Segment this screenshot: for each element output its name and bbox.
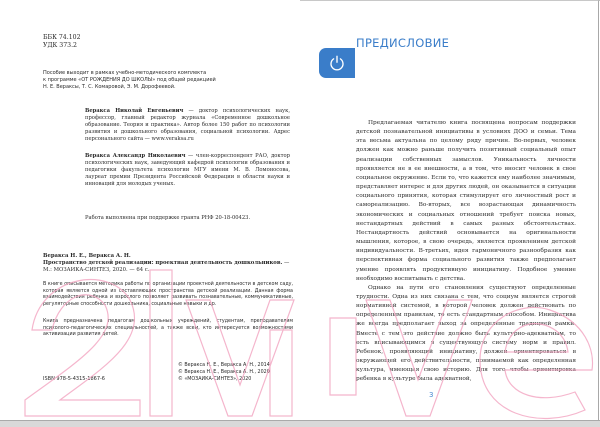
left-page xyxy=(0,0,300,420)
body-paragraph: Предлагаемая читателю книга посвящена вопросам поддержки детской познавательной инициативы в условиях ДОО и семьи. Тема эта весьма актуальна по целому ряду причин. Во-первых, человек должен как можно раньше получить позитивный социальный опыт реализации собственных замыслов. Уникальность личности проявляется не в ее внешности, а в том, что вносит человек в свое социальное окружение. Если то, что кажется ему наиболее значимым, представляет интерес и для других людей, он оказывается в ситуации социального принятия, которая стимулирует его личностный рост и самореализацию. Во-вторых, все возрастающая динамичность экономических и социальных отношений требует поиска новых, нестандартных действий в самых разных обстоятельствах. Нестандартность действий основывается на оригинальности мышления, которое, в свою очередь, является проявлением детской индивидуальности. В-третьих, идея гармоничного разнообразия как перспективная форма социального развития также предполагает умение проявлять продуктивную инициативу. Подобное умение необходимо воспитывать с детства. xyxy=(356,120,576,282)
author-bio xyxy=(85,108,290,143)
classification-codes xyxy=(43,34,81,50)
copyright-block xyxy=(178,363,270,383)
annotation-paragraph: В книге описывается методика работы по организации проектной деятельности в детском саду, которая является одной из составляющих пространства детской реализации. Данная форма взаимодействия ребенка и взрослого позволяет развивать познавательные, коммуникативные, регуляторные способности дошкольника, социальные навыки и др. xyxy=(43,282,293,307)
author-name: Веракса Николай Евгеньевич xyxy=(85,108,184,114)
chapter-icon-tab xyxy=(319,48,355,78)
series-note-line: Н. Е. Вераксы, Т. С. Комаровой, Э. М. Дорофеевой. xyxy=(43,84,176,90)
body-paragraph: Однако на пути его становления существуют определенные трудности. Одна из них связана с тем, что социум является строгой нормативной системой, в которой человек должен действовать по определенным правилам, то есть стандартным способом. Инициатива же всегда предполагает выход за определенные традицией рамки. Вместе с тем это действие должно быть культурно-адекватным, то есть вписывающимся в существующую систему норм и правил. Ребенок, проявляющий инициативу, должен ориентироваться в окружающей его действительности, понимаемой как определенная культура, имеющая свою историю. Для того чтобы ориентировка ребенка в культуре была адекватной, xyxy=(356,284,576,383)
preface-text xyxy=(356,119,576,385)
udk-code: УДК 373.2 xyxy=(43,42,77,49)
bbk-code: ББК 74.102 xyxy=(43,34,81,41)
chapter-title: ПРЕДИСЛОВИЕ xyxy=(356,36,450,50)
bibliographic-citation xyxy=(43,253,293,275)
citation-imprint: — М.: МОЗАИКА-СИНТЕЗ, 2020. — 64 с. xyxy=(43,260,290,274)
author-description: — член-корреспондент РАО, доктор психологических наук, заведующий кафедрой психологии образования и педагогики факультета психологии МГУ имени М. В. Ломоносова, лауреат премии Президента Российской Федерации в области науки и инноваций для молодых ученых. xyxy=(85,153,290,188)
series-note xyxy=(43,70,253,91)
page-number: 3 xyxy=(429,391,434,399)
grant-note: Работа выполнена при поддержке гранта РНФ 20-18-00423. xyxy=(85,215,251,221)
annotation-paragraph: Книга предназначена педагогам дошкольных учреждений, студентам, преподавателям психолого-педагогических специальностей, а также всем, кто интересуется возможностями активизации развития детей. xyxy=(43,319,293,338)
author-bio xyxy=(85,153,290,188)
series-note-line: Пособие выходит в рамках учебно-методического комплекта xyxy=(43,70,207,76)
author-description: — доктор психологических наук, профессор, главный редактор журнала «Современное дошкольное образование. Теория и практика». Автор более 150 работ по психологии развития и дошкольного образования, социальной психологии. Адрес персонального сайта — www.veraksa.ru xyxy=(85,108,290,143)
copyright-line: © Веракса Н. Е., Веракса А. Н., 2014 xyxy=(178,363,270,368)
series-note-line: к программе «ОТ РОЖДЕНИЯ ДО ШКОЛЫ» под общей редакцией xyxy=(43,77,216,83)
copyright-line: © Веракса Н. Е., Веракса А. Н., 2020 xyxy=(178,369,270,375)
power-icon xyxy=(328,54,346,72)
citation-title: Пространство детской реализации: проектная деятельность дошкольников. xyxy=(43,260,283,267)
isbn: ISBN 978-5-4315-1867-6 xyxy=(43,376,105,382)
citation-authors: Веракса Н. Е., Веракса А. Н. xyxy=(43,253,131,259)
author-name: Веракса Александр Николаевич xyxy=(85,153,186,159)
copyright-line: © «МОЗАИКА-СИНТЕЗ», 2020 xyxy=(178,376,252,382)
